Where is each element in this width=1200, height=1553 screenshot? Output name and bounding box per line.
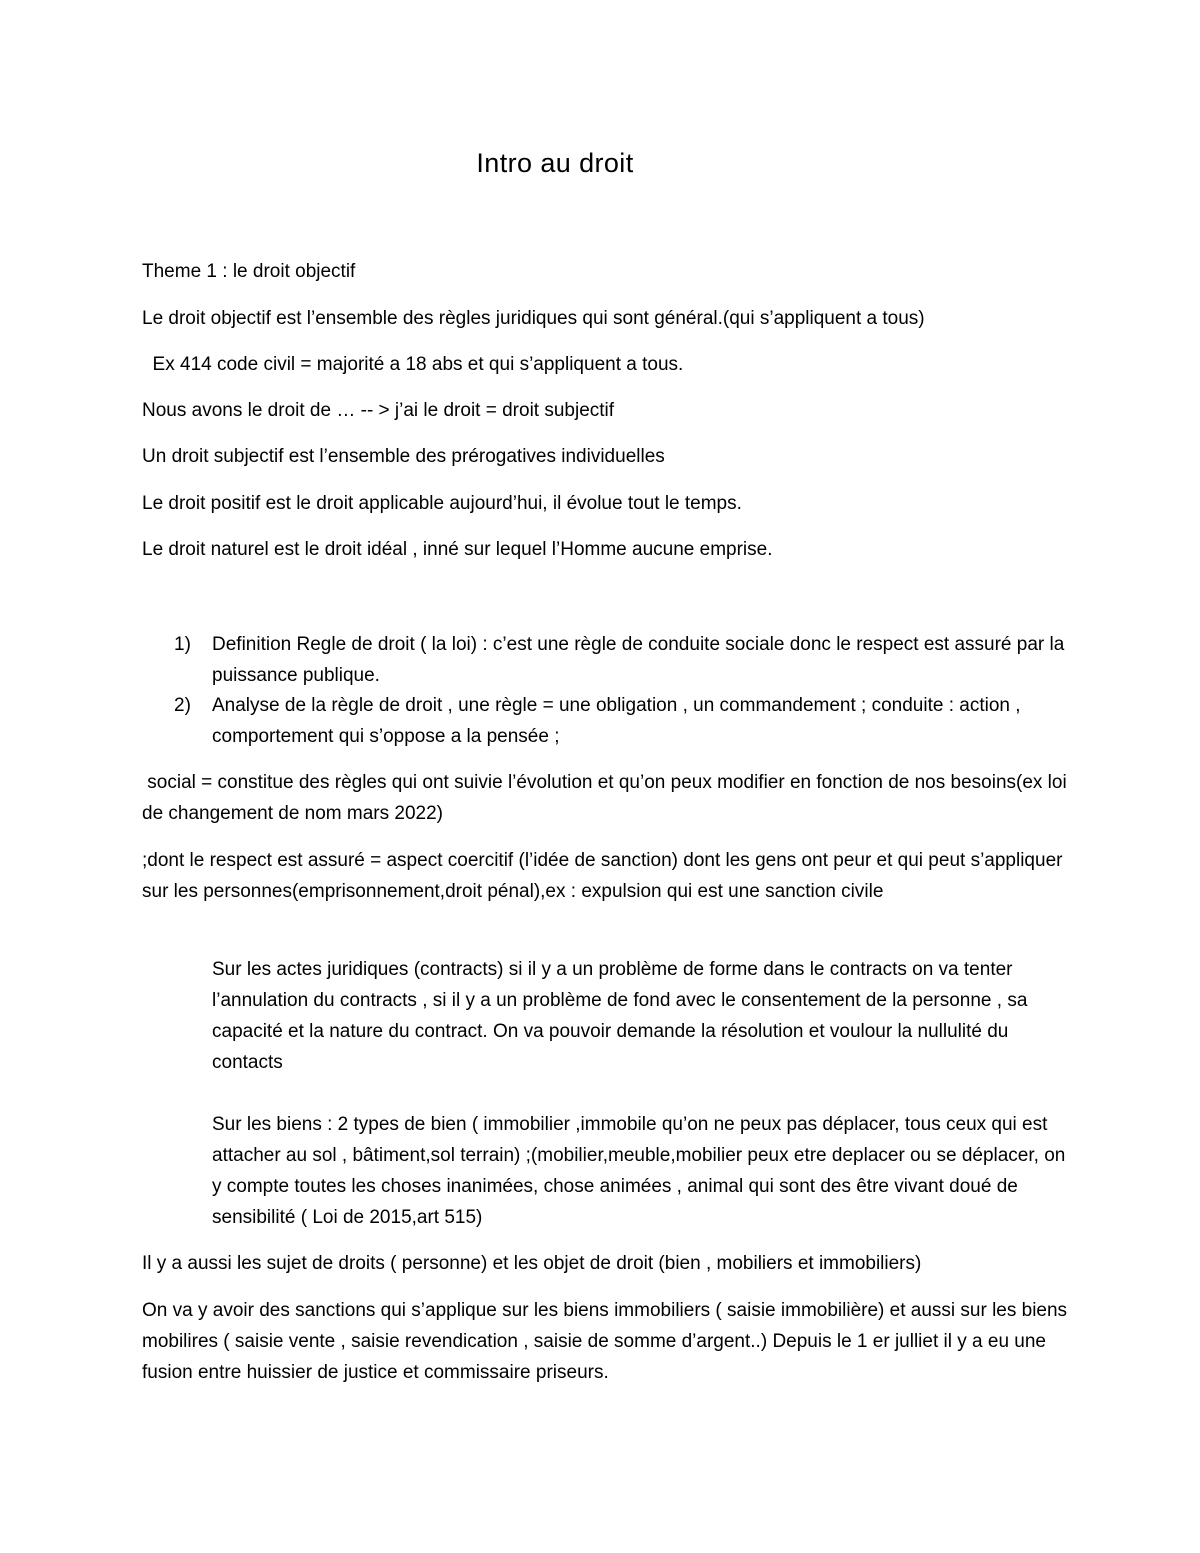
list-number: 1) <box>174 634 191 655</box>
text-line: Le droit positif est le droit applicable aujourd’hui, il évolue tout le temps. <box>142 493 742 514</box>
list-number: 2) <box>174 695 191 716</box>
biens-paragraph: Sur les biens : 2 types de bien ( immobilier ,immobile qu’on ne peux pas déplacer, tous ceux qui est attacher au sol , bâtiment,sol terrain) ;(mobilier,meuble,mobilier peux etre deplacer ou se déplacer, on y compte toutes les choses inanimées, chose animées , animal qui sont des être vivant doué de sensibilité ( Loi de 2015,art 515) <box>212 1114 1066 1228</box>
list-text: Analyse de la règle de droit , une règle = une obligation , un commandement ; conduite : action , comportement qui s’oppose a la pensée ; <box>212 695 1021 747</box>
social-paragraph: social = constitue des règles qui ont suivie l’évolution et qu’on peux modifier en fonction de nos besoins(ex loi de changement de nom mars 2022) <box>142 772 1072 824</box>
list-text: Definition Regle de droit ( la loi) : c’est une règle de conduite sociale donc le respect est assuré par la puissance publique. <box>212 634 1065 686</box>
page-title: Intro au droit <box>476 148 634 178</box>
text-line: Nous avons le droit de … -- > j’ai le droit = droit subjectif <box>142 400 615 421</box>
text-line: Ex 414 code civil = majorité a 18 abs et qui s’appliquent a tous. <box>142 354 684 375</box>
theme-heading: Theme 1 : le droit objectif <box>142 261 356 282</box>
sujets-line: Il y a aussi les sujet de droits ( personne) et les objet de droit (bien , mobiliers et immobiliers) <box>142 1253 922 1274</box>
respect-paragraph: ;dont le respect est assuré = aspect coercitif (l’idée de sanction) dont les gens ont peur et qui peut s’appliquer sur les personnes(emprisonnement,droit pénal),ex : expulsion qui est une sanction civile <box>142 850 1063 902</box>
sanctions-paragraph: On va y avoir des sanctions qui s’applique sur les biens immobiliers ( saisie immobilière) et aussi sur les biens mobilires ( saisie vente , saisie revendication , saisie de somme d’argent..) Depuis le 1 er julliet il y a eu une fusion entre huissier de justice et commissaire priseurs. <box>142 1300 1068 1383</box>
actes-juridiques-paragraph: Sur les actes juridiques (contracts) si il y a un problème de forme dans le contracts on va tenter l’annulation du contracts , si il y a un problème de fond avec le consentement de la personne , sa capacité et la nature du contract. On va pouvoir demande la résolution et voulour la nullulité du contacts <box>212 959 1028 1073</box>
text-line: Le droit objectif est l’ensemble des règles juridiques qui sont général.(qui s’appliquent a tous) <box>142 308 925 329</box>
text-line: Un droit subjectif est l’ensemble des prérogatives individuelles <box>142 446 665 467</box>
text-line: Le droit naturel est le droit idéal , inné sur lequel l’Homme aucune emprise. <box>142 539 773 560</box>
